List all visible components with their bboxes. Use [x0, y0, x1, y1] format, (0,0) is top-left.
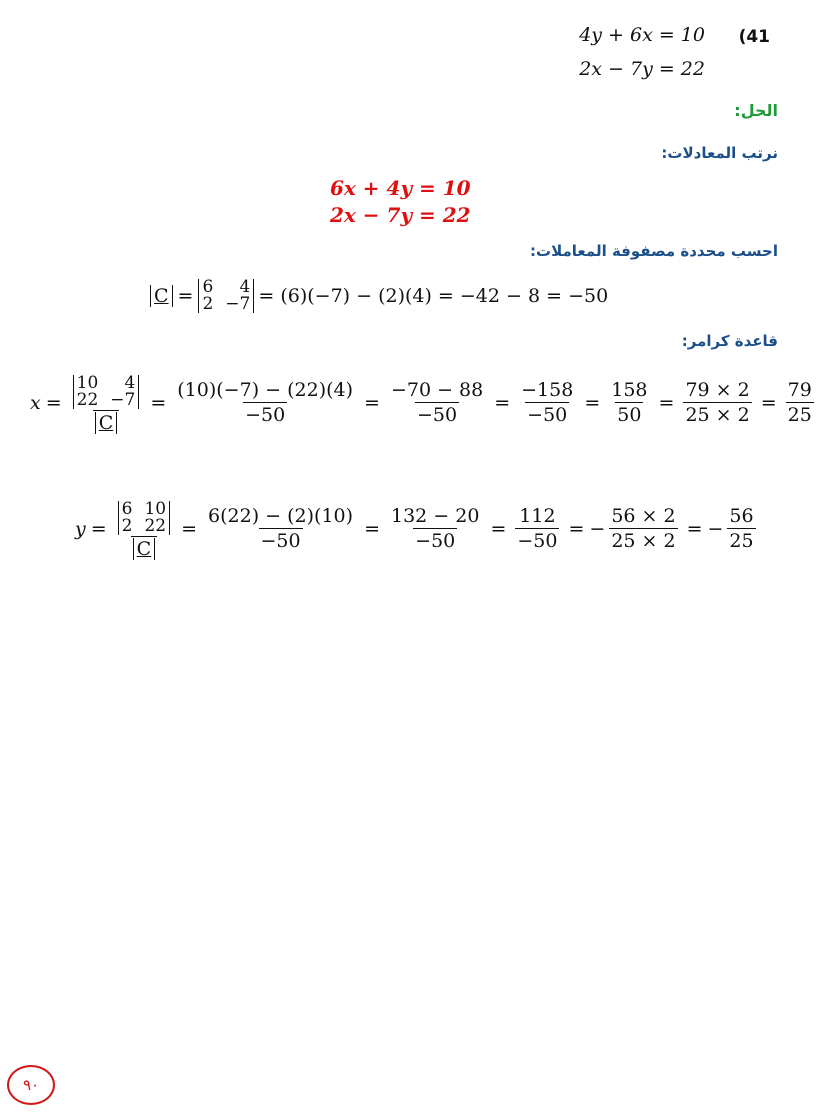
problem-eq1-text: 4y + 6x = 10: [579, 24, 705, 46]
x-variable: x: [30, 392, 41, 415]
y-cramer-equation: y = 6 10 2 22 C = $\frac{6(22) - (2)(10)}{-50}$ = $\frac{132 - 20}{-50}$ = $\frac{112}{-50}$ = − $\frac{56 \times 2}{25 \times 2}$ = − $\frac{56}{25}$: [75, 499, 754, 560]
y-cramer-fraction: [116, 498, 172, 561]
x-step-fraction: $\frac{-158}{-50}$: [521, 379, 574, 426]
det-result: = (6)(−7) − (2)(4) = −42 − 8 = −50: [258, 285, 609, 307]
x-numerator-det: [73, 375, 140, 409]
matrix-cell: 4: [124, 373, 136, 393]
page-number: ٩٠: [22, 1076, 40, 1094]
step-arrange-label: نرتب المعادلات:: [661, 144, 778, 162]
x-step-fraction: $\frac{158}{50}$: [611, 379, 648, 426]
det-c-symbol: C: [95, 412, 118, 434]
matrix-cell: −7: [225, 294, 251, 314]
matrix-cell: 6: [202, 277, 214, 297]
y-step-fraction: $\frac{132 - 20}{-50}$: [390, 505, 480, 552]
x-cramer-fraction: [71, 372, 142, 435]
matrix-cell: 6: [121, 499, 133, 519]
equals-sign: =: [45, 392, 62, 415]
y-step-fraction: $\frac{56 \times 2}{25 \times 2}$: [611, 505, 676, 552]
matrix-cell: 10: [76, 373, 99, 393]
arranged-eq-1: 6x + 4y = 10: [330, 176, 471, 200]
y-step-fraction: $\frac{112}{-50}$: [517, 505, 558, 552]
problem-equation-2: 2x − 7y = 22: [579, 58, 705, 80]
matrix-cell: 2: [121, 516, 133, 536]
coef-matrix-det: [198, 279, 254, 313]
solution-heading: الحل:: [734, 101, 778, 120]
y-final-fraction: $\frac{56}{25}$: [729, 505, 754, 552]
matrix-cell: 22: [76, 390, 99, 410]
x-step-fraction: $\frac{(10)(-7) - (22)(4)}{-50}$: [177, 379, 354, 426]
matrix-cell: 2: [202, 294, 214, 314]
matrix-cell: 4: [239, 277, 251, 297]
matrix-cell: 22: [144, 516, 167, 536]
y-step-fraction: $\frac{6(22) - (2)(10)}{-50}$: [208, 505, 354, 552]
equals-sign: =: [90, 518, 107, 541]
equals-sign: =: [177, 285, 194, 307]
arranged-eq-2: 2x − 7y = 22: [330, 203, 471, 227]
step-cramer-label: قاعدة كرامر:: [681, 332, 778, 350]
det-equation: [150, 279, 608, 313]
negative-sign: −: [589, 518, 606, 541]
step-det-label: احسب محددة مصفوفة المعاملات:: [530, 242, 778, 260]
x-cramer-equation: x = 10 4 22 −7 C = $\frac{(10)(-7) - (22)(4)}{-50}$ = $\frac{-70 - 88}{-50}$ = $\frac{-158}{-50}$ = $\frac{158}{50}$ = $\frac{79 \times 2}{25 \times 2}$ = $\frac{79}{25}$: [30, 373, 812, 434]
x-step-fraction: $\frac{79 \times 2}{25 \times 2}$: [685, 379, 750, 426]
y-variable: y: [75, 518, 86, 541]
matrix-cell: −7: [110, 390, 136, 410]
page-number-badge: [7, 1065, 55, 1105]
x-final-fraction: $\frac{79}{25}$: [787, 379, 812, 426]
x-step-fraction: $\frac{-70 - 88}{-50}$: [390, 379, 484, 426]
problem-equation-1: [579, 24, 705, 46]
det-c-symbol: C: [133, 538, 156, 560]
det-c-symbol: C: [150, 285, 173, 307]
matrix-cell: 10: [144, 499, 167, 519]
problem-number: (41: [738, 27, 770, 47]
negative-sign: −: [707, 518, 724, 541]
y-numerator-det: [118, 501, 170, 535]
